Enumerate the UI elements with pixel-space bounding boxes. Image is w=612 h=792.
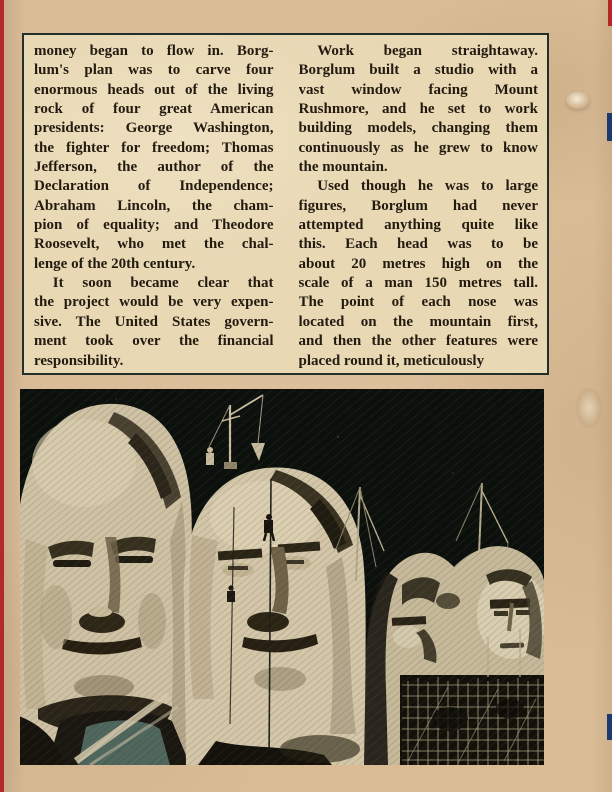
text-line: Work began straightaway. — [317, 43, 538, 59]
text-line: Borglum built a studio with a — [298, 62, 538, 79]
text-line: Roosevelt, who met the chal- — [34, 236, 274, 253]
text-line: responsibility. — [34, 352, 124, 369]
article-column-right — [299, 42, 539, 373]
text-line: located on the mountain first, — [298, 313, 538, 330]
paragraph — [299, 177, 539, 370]
text-line: the project would be very expen- — [34, 294, 274, 311]
text-line: lenge of the 20th century. — [34, 255, 196, 272]
paper-crease — [576, 388, 602, 428]
text-line: figures, Borglum had never — [298, 197, 538, 214]
text-line: the fighter for freedom; Thomas — [34, 139, 274, 156]
text-line: Rushmore, and he set to work — [298, 101, 538, 118]
text-line: about 20 metres high on the — [298, 255, 538, 272]
text-line: attempted anything quite like — [298, 217, 538, 234]
paper-blemish — [566, 92, 590, 109]
text-line: rock of four great American — [34, 101, 274, 118]
text-line: scale of a man 150 metres tall. — [298, 275, 538, 292]
text-line: The point of each nose was — [298, 294, 538, 311]
text-line: the mountain. — [298, 159, 388, 176]
right-edge-blue-mark-upper — [607, 113, 612, 141]
text-line: pion of equality; and Theodore — [34, 217, 274, 234]
left-edge-red-mark — [0, 0, 4, 792]
text-line: lum's plan was to carve four — [34, 62, 274, 79]
paragraph — [34, 274, 274, 371]
top-right-edge-red-mark — [608, 0, 612, 26]
text-line: It soon became clear that — [52, 275, 274, 292]
paragraph — [299, 42, 539, 177]
text-line: ment took over the financial — [34, 333, 274, 350]
text-panel — [22, 33, 549, 375]
text-line: presidents: George Washington, — [34, 120, 274, 137]
text-line: this. Each head was to be — [298, 236, 538, 253]
text-line: Jefferson, the author of the — [34, 159, 274, 176]
text-line: placed round it, meticulously — [298, 352, 485, 369]
text-line: continuously as he grew to know — [298, 139, 538, 156]
text-line: vast window facing Mount — [298, 81, 538, 98]
halftone-texture-light — [20, 389, 544, 765]
rushmore-illustration — [20, 389, 544, 765]
text-line: sive. The United States govern- — [34, 313, 274, 330]
text-line: and then the other features were — [298, 333, 538, 350]
text-line: building models, changing them — [298, 120, 538, 137]
text-line: Used though he was to large — [317, 178, 538, 195]
right-edge-blue-mark-lower — [607, 714, 612, 740]
text-line: money began to flow in. Borg- — [34, 43, 274, 59]
text-line: Declaration of Independence; — [34, 178, 274, 195]
text-line: Abraham Lincoln, the cham- — [34, 197, 274, 214]
text-line: enormous heads out of the living — [34, 81, 274, 98]
paragraph — [34, 42, 274, 274]
article-column-left — [34, 42, 274, 373]
